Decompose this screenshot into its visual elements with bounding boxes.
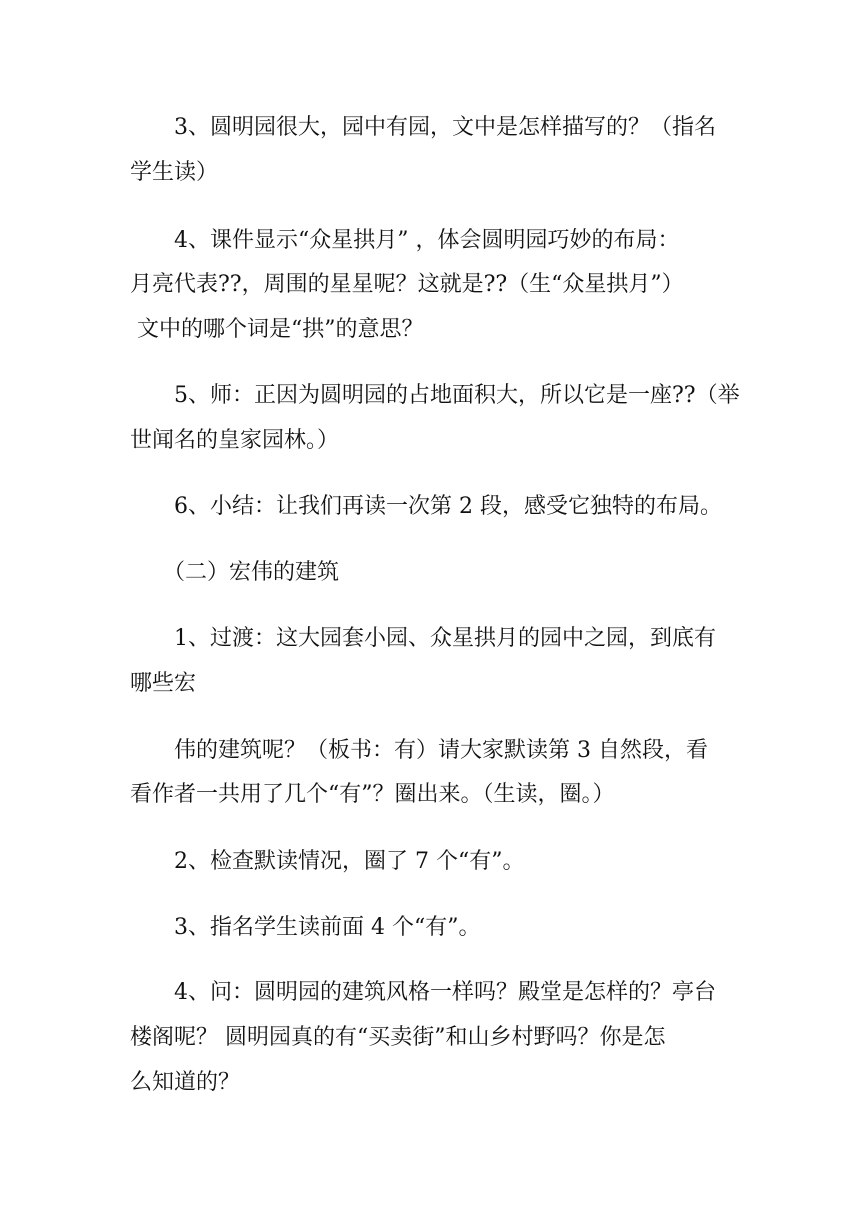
text-line: 2、检查默读情况，圈了 7 个“有”。	[130, 849, 525, 874]
text-line: 4、课件显示“众星拱月” ，体会圆明园巧妙的布局：	[130, 228, 680, 253]
text-line: 4、问：圆明园的建筑风格一样吗？殿堂是怎样的？亭台	[130, 980, 716, 1005]
section-heading: （二）宏伟的建筑	[130, 560, 340, 585]
text-line: 看作者一共用了几个“有”？圈出来。（生读，圈。）	[130, 782, 615, 807]
text-line: 世闻名的皇家园林。）	[130, 428, 340, 453]
text-line: 哪些宏	[130, 671, 197, 696]
text-line: 文中的哪个词是“拱”的意思？	[130, 317, 424, 342]
text-line: 么知道的？	[130, 1070, 241, 1095]
text-line: 月亮代表??，周围的星星呢？这就是??（生“众星拱月”）	[130, 272, 684, 297]
text-line: 5、师：正因为圆明园的占地面积大，所以它是一座??（举	[130, 383, 740, 408]
text-line: 1、过渡：这大园套小园、众星拱月的园中之园，到底有	[130, 626, 716, 651]
text-line: 伟的建筑呢？（板书：有）请大家默读第 3 自然段，看	[130, 738, 708, 763]
text-line: 楼阁呢？ 圆明园真的有“买卖街”和山乡村野吗？你是怎	[130, 1025, 666, 1050]
text-line: 学生读）	[130, 160, 219, 185]
text-line: 6、小结：让我们再读一次第 2 段，感受它独特的布局。	[130, 494, 722, 519]
text-line: 3、圆明园很大，园中有园，文中是怎样描写的？（指名	[130, 115, 716, 140]
text-line: 3、指名学生读前面 4 个“有”。	[130, 915, 481, 940]
